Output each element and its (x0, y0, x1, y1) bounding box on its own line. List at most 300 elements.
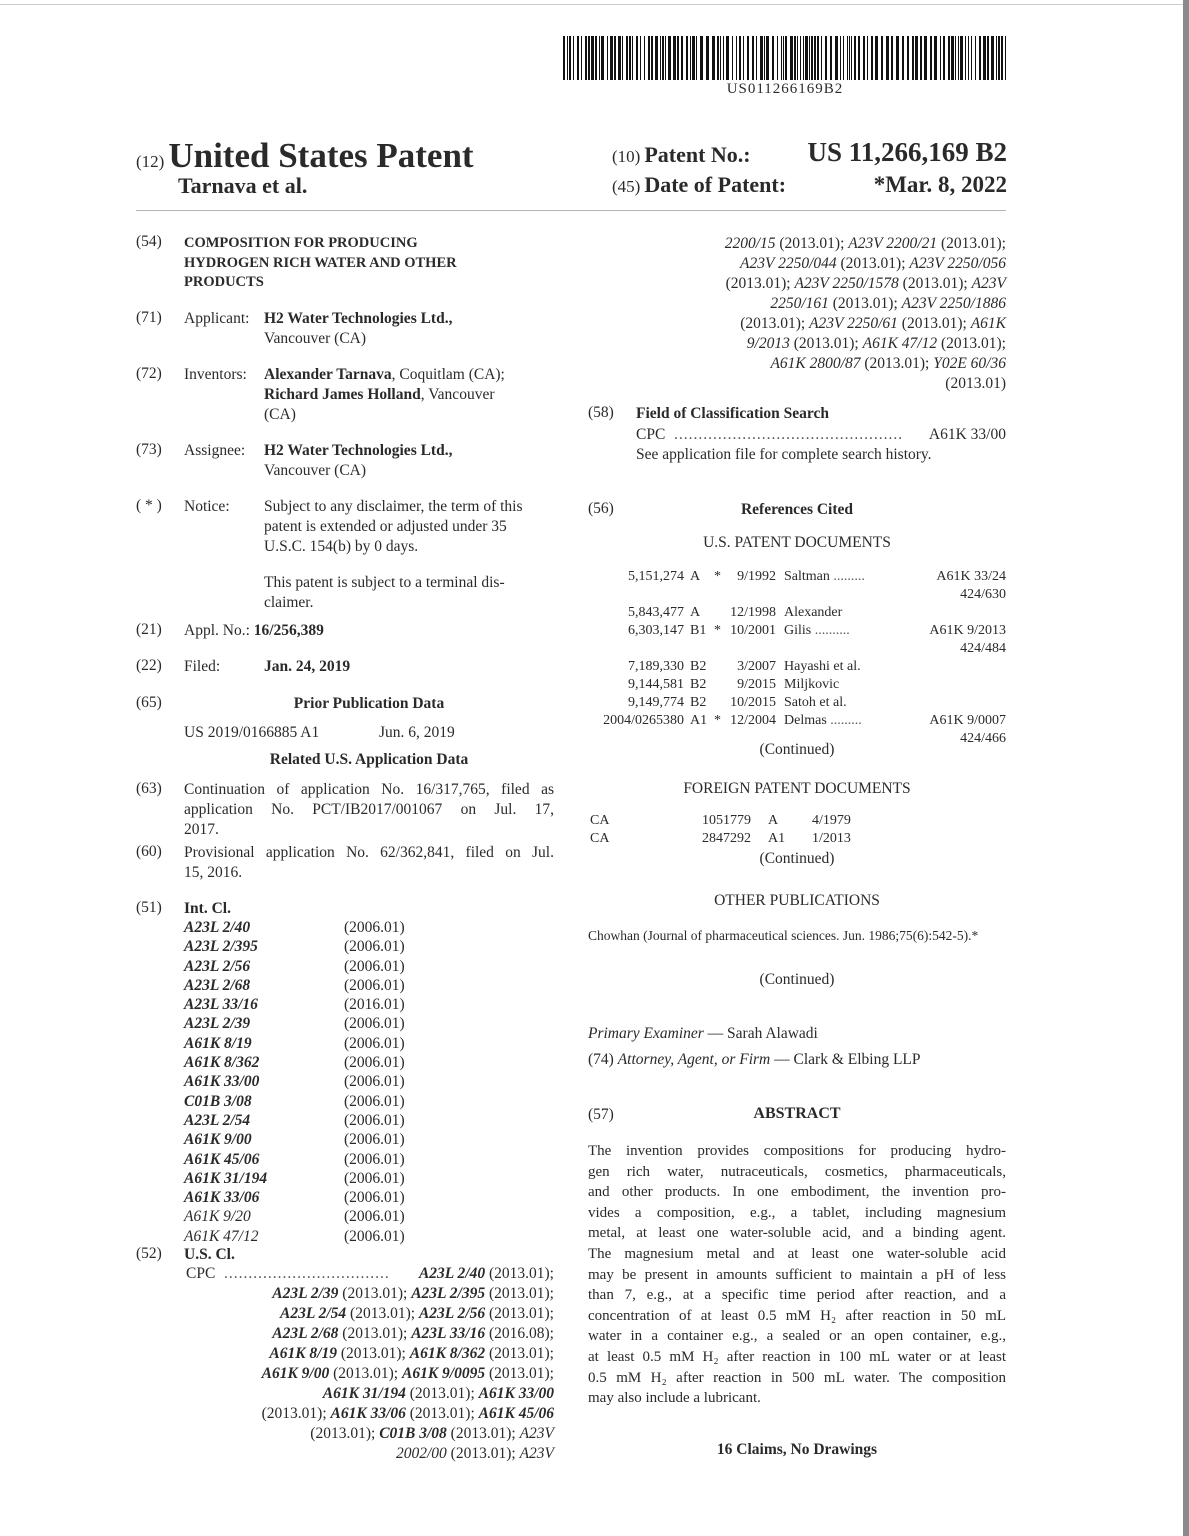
doc-star (714, 676, 726, 694)
barcode-bar (739, 36, 741, 80)
doc-inventor: Hayashi et al. (784, 659, 861, 674)
doc-date: 10/2015 (730, 695, 776, 710)
cpc-segment: A61K 47/12 (862, 335, 938, 352)
doc-name-cell (784, 676, 1006, 694)
barcode-bar (955, 36, 956, 80)
patent-type-title: United States Patent (168, 136, 474, 175)
notice-line: patent is extended or adjusted under 35 (264, 518, 507, 535)
assignee-value (264, 441, 452, 481)
doc-inventor: Miljkovic (784, 677, 840, 692)
us-patent-doc-row (590, 568, 1006, 604)
cpc-segment: A23L 2/54 (280, 1305, 347, 1322)
us-cl-code: (52) (136, 1245, 162, 1262)
us-cl-lines (186, 1284, 554, 1464)
int-cl-version: (2006.01) (344, 976, 405, 994)
int-cl-class: A23L 2/40 (184, 919, 251, 936)
cpc-segment: A23V 2250/044 (740, 255, 837, 272)
int-cl-row (184, 1130, 405, 1149)
cpc-segment: (2013.01); (405, 1405, 479, 1422)
inventor-place: , Coquitlam (CA); (391, 366, 505, 383)
barcode-bar (800, 36, 801, 80)
barcode-bar (790, 36, 793, 80)
filed-label: Filed: (184, 658, 221, 675)
cpc-segment: A23V (519, 1425, 554, 1442)
doc-number: 5,843,477 (628, 605, 684, 620)
doc-name-cell (784, 694, 1006, 712)
int-cl-class: A61K 9/20 (184, 1208, 251, 1226)
appl-no-label: Appl. No.: (184, 622, 250, 639)
doc-class-secondary: 424/466 (960, 731, 1006, 746)
doc-inventor: Saltman (784, 569, 830, 584)
barcode-bar (563, 36, 565, 80)
barcode-bar (940, 36, 941, 80)
cpc-segment: A23L 2/395 (411, 1285, 486, 1302)
cpc-segment: A61K 33/06 (330, 1405, 406, 1422)
us-cl-line (419, 1264, 554, 1284)
continued-note: (Continued) (759, 971, 835, 988)
cpc-segment: (2013.01); (485, 1265, 554, 1282)
title-line: PRODUCTS (184, 274, 264, 290)
int-cl-version: (2006.01) (344, 1208, 405, 1226)
field-search-cpc-value: A61K 33/00 (928, 426, 1006, 443)
barcode-bar (983, 36, 986, 80)
appl-no-value: 16/256,389 (253, 622, 324, 639)
cpc-segment: (2013.01); (897, 315, 971, 332)
title-line: HYDROGEN RICH WATER AND OTHER (184, 254, 457, 271)
abstract-heading: ABSTRACT (753, 1105, 841, 1122)
doc-name-cell (784, 622, 1006, 658)
barcode-bar (896, 36, 899, 80)
barcode-bar (626, 36, 628, 80)
doc-number: 9,149,774 (628, 695, 684, 710)
int-cl-class: A23L 2/68 (184, 976, 251, 994)
cpc-segment: (2013.01) (945, 375, 1006, 392)
cpc-segment: A61K 2800/87 (770, 355, 861, 372)
abstract-line: The magnesium metal and at least one water-soluble acid (588, 1245, 1006, 1262)
barcode-bar (924, 36, 927, 80)
patent-number-line (612, 137, 1007, 168)
foreign-patent-docs-table (590, 812, 851, 848)
barcode-bar (665, 36, 666, 80)
int-cl-class: A23L 2/54 (184, 1111, 251, 1129)
cpc-segment: A23V (971, 275, 1006, 292)
int-cl-class: C01B 3/08 (184, 1092, 252, 1110)
barcode-bar (581, 36, 582, 80)
us-cl-line (186, 1324, 554, 1344)
barcode-bar (636, 36, 638, 80)
int-cl-version: (2006.01) (344, 938, 405, 956)
cpc-segment: (2013.01); (898, 275, 972, 292)
barcode-bar (655, 36, 658, 80)
us-cl-line (588, 274, 1006, 294)
leader-dots: ......... (826, 713, 862, 728)
int-cl-row (184, 976, 405, 995)
barcode-bar (854, 36, 856, 80)
int-cl-version: (2006.01) (344, 1054, 405, 1072)
patent-date-line (612, 172, 1007, 198)
provisional-text (184, 843, 554, 883)
barcode-bar (971, 36, 972, 80)
barcode-bar (752, 36, 754, 80)
abstract-line: may be present in amounts sufficient to maintain a pH of less (588, 1266, 1006, 1283)
barcode-bar (809, 36, 810, 80)
cpc-segment: (2013.01); (405, 1385, 479, 1402)
barcode-bar (717, 36, 719, 80)
cpc-segment: (2013.01); (336, 1345, 410, 1362)
doc-kind: A (690, 605, 701, 620)
doc-name-cell (784, 604, 1006, 622)
doc-name-cell (784, 568, 1006, 604)
abstract-line: than 7, e.g., at a specific time period after reaction, and a (588, 1287, 1006, 1304)
us-cl-line (588, 294, 1006, 314)
doc-kind: B1 (690, 623, 707, 638)
prior-pub-number: US 2019/0166885 A1 (184, 724, 320, 741)
barcode-bar (569, 36, 571, 80)
int-cl-label: Int. Cl. (184, 900, 231, 917)
doc-star: * (714, 713, 721, 728)
cpc-segment: A23V 2250/1578 (794, 275, 899, 292)
cpc-segment: (2013.01); (346, 1305, 419, 1322)
us-cl-continued (588, 234, 1006, 394)
barcode-bar (692, 36, 695, 80)
doc-date: 3/2007 (737, 659, 776, 674)
inventor-place: , Vancouver (420, 386, 495, 403)
barcode-bar (747, 36, 749, 80)
barcode-bar (668, 36, 671, 80)
applicant-value (264, 309, 452, 349)
cpc-segment: (2013.01); (485, 1305, 554, 1322)
continuation-line: Continuation of application No. 16/317,765, filed as (184, 781, 554, 798)
int-cl-row (184, 1227, 405, 1246)
foreign-kind: A (768, 813, 779, 828)
doc-kind: B2 (690, 695, 707, 710)
us-cl-line (588, 254, 1006, 274)
continuation-line: 2017. (184, 821, 219, 838)
barcode-bar (863, 36, 865, 80)
cpc-segment: A23V (519, 1445, 554, 1462)
patent-no-code: (10) (612, 147, 641, 166)
foreign-number: 2847292 (702, 831, 751, 846)
barcode-bar (915, 36, 918, 80)
barcode-bar (943, 36, 945, 80)
field-search-cpc-label: CPC (636, 426, 666, 443)
cpc-segment: C01B 3/08 (379, 1425, 447, 1442)
us-cl-cpc-label: CPC (186, 1265, 216, 1282)
doc-kind: B2 (690, 677, 707, 692)
int-cl-version: (2016.01) (344, 996, 405, 1014)
us-cl-cpc (186, 1264, 554, 1464)
doc-star: * (714, 569, 721, 584)
barcode-bar (902, 36, 904, 80)
cpc-segment: A23L 2/39 (272, 1285, 339, 1302)
int-cl-row (184, 995, 405, 1014)
notice-line: U.S.C. 154(b) by 0 days. (264, 538, 419, 555)
barcode-bar (607, 36, 608, 80)
doc-class: A61K 33/24 (936, 569, 1006, 584)
barcode-bar (996, 36, 997, 80)
foreign-kind: A1 (768, 831, 786, 846)
barcode-bar (743, 36, 744, 80)
int-cl-class: A61K 31/194 (184, 1169, 268, 1187)
barcode-bar (875, 36, 878, 80)
us-cl-line (588, 354, 1006, 374)
us-patent-doc-row (590, 622, 1006, 658)
int-cl-class: A61K 9/00 (184, 1131, 252, 1149)
us-patent-doc-row (590, 676, 1006, 694)
cpc-segment: A23V 2250/61 (809, 315, 898, 332)
continuation-text (184, 780, 554, 840)
int-cl-version: (2006.01) (344, 1131, 405, 1149)
applicant-place: Vancouver (CA) (264, 330, 367, 347)
claims-summary: 16 Claims, No Drawings (716, 1441, 878, 1458)
cpc-segment: 2200/15 (724, 235, 776, 252)
cpc-segment: A61K 8/19 (269, 1345, 337, 1362)
leader-dots: ......... (829, 569, 865, 584)
patent-no-label: Patent No.: (644, 142, 751, 167)
barcode-bar (1005, 36, 1006, 80)
barcode-bar (871, 36, 873, 80)
foreign-date: 1/2013 (812, 831, 851, 846)
us-cl-line (186, 1424, 554, 1444)
cpc-segment: 2002/00 (395, 1445, 447, 1462)
cpc-segment: (2013.01); (937, 235, 1006, 252)
related-heading: Related U.S. Application Data (269, 751, 469, 768)
barcode-bar (760, 36, 763, 80)
barcode-bar (662, 36, 664, 80)
abstract-line: vides a composition, e.g., a tablet, including magnesium (588, 1204, 1006, 1221)
us-patent-docs-heading: U.S. PATENT DOCUMENTS (703, 534, 891, 551)
barcode-bar (640, 36, 641, 80)
barcode-bar (965, 36, 966, 80)
cpc-segment: A23L 2/68 (272, 1325, 339, 1342)
doc-kind: B2 (690, 659, 707, 674)
barcode-bar (958, 36, 959, 80)
doc-inventor: Alexander (784, 605, 843, 620)
int-cl-version: (2006.01) (344, 1169, 405, 1187)
cpc-segment: (2013.01); (725, 275, 795, 292)
int-cl-code: (51) (136, 899, 162, 916)
assignee-label: Assignee: (184, 442, 246, 459)
field-search-code: (58) (588, 404, 614, 421)
cpc-segment: (2013.01); (485, 1345, 554, 1362)
cpc-segment: (2013.01); (485, 1365, 554, 1382)
us-cl-line (186, 1344, 554, 1364)
filed-value: Jan. 24, 2019 (264, 658, 351, 675)
doc-name-cell (784, 658, 1006, 676)
cpc-segment: (2013.01); (261, 1405, 331, 1422)
barcode-bar (968, 36, 969, 80)
us-patent-doc-row (590, 604, 1006, 622)
title-code: (54) (136, 233, 162, 250)
doc-number: 2004/0265380 (603, 713, 684, 728)
doc-class-secondary: 424/484 (960, 641, 1006, 656)
barcode-image (563, 36, 1007, 80)
appl-no (184, 621, 324, 641)
patent-date: *Mar. 8, 2022 (873, 172, 1007, 197)
cpc-segment: (2013.01); (338, 1285, 412, 1302)
attorney-name: Clark & Elbing LLP (793, 1051, 921, 1068)
attorney-label: Attorney, Agent, or Firm (617, 1051, 771, 1068)
cpc-segment: (2013.01); (446, 1425, 520, 1442)
provisional-line: Provisional application No. 62/362,841, filed on Jul. (184, 844, 554, 861)
prior-pub-heading: Prior Publication Data (293, 695, 445, 712)
int-cl-version: (2006.01) (344, 1073, 405, 1091)
field-search-note: See application file for complete search history. (636, 446, 932, 463)
abstract-code: (57) (588, 1106, 614, 1123)
doc-kind: A1 (690, 713, 708, 728)
provisional-line: 15, 2016. (184, 864, 243, 881)
barcode-bar (811, 36, 813, 80)
cpc-segment: 9/2013 (746, 335, 790, 352)
int-cl-row (184, 1150, 405, 1169)
barcode-bar (886, 36, 889, 80)
other-publications-heading: OTHER PUBLICATIONS (714, 892, 880, 909)
leader-dots: ............................................... (674, 426, 904, 443)
barcode-bar (840, 36, 841, 80)
abstract-line: gen rich water, nutraceuticals, cosmetics, pharmaceuticals, (588, 1163, 1006, 1180)
barcode-bar (677, 36, 679, 80)
us-cl-line (588, 334, 1006, 354)
barcode-bar (881, 36, 883, 80)
inventors-value (264, 365, 505, 425)
barcode-bar (723, 36, 724, 80)
header-rule (136, 210, 1006, 211)
barcode-bar (577, 36, 579, 80)
int-cl-row (184, 1034, 405, 1053)
continuation-line: application No. PCT/IB2017/001067 on Jul. 17, (184, 801, 554, 818)
cpc-segment: A23L 33/16 (411, 1325, 486, 1342)
barcode-bar (781, 36, 782, 80)
barcode-bar (595, 36, 597, 80)
abstract-line: concentration of at least 0.5 mM H₂ after reaction in 50 mL (588, 1307, 1006, 1324)
provisional-code: (60) (136, 843, 162, 860)
int-cl-class: A61K 47/12 (184, 1227, 259, 1245)
barcode-bar (599, 36, 600, 80)
continued-note: (Continued) (759, 741, 835, 758)
int-cl-version: (2006.01) (344, 1015, 405, 1033)
filed-code: (22) (136, 657, 162, 674)
int-cl-row (184, 957, 405, 976)
barcode-bar (920, 36, 922, 80)
doc-class: A61K 9/2013 (929, 623, 1006, 638)
int-cl-class: A61K 8/19 (184, 1034, 252, 1052)
applicant-label: Applicant: (184, 310, 250, 327)
attorney-code: (74) (588, 1051, 614, 1068)
barcode-bar (622, 36, 623, 80)
doc-inventor: Gilis (784, 623, 812, 638)
document-number: US011266169B2 (726, 81, 844, 97)
inventor-name: Richard James Holland (264, 386, 421, 403)
us-cl-line (186, 1364, 554, 1384)
notice-line: Subject to any disclaimer, the term of this (264, 498, 523, 515)
barcode-bar (648, 36, 650, 80)
int-cl-row (184, 1111, 405, 1130)
cpc-segment: A23V 2200/21 (848, 235, 938, 252)
foreign-date: 4/1979 (812, 813, 851, 828)
int-cl-row (184, 918, 405, 937)
barcode-bar (681, 36, 683, 80)
barcode-bar (736, 36, 737, 80)
int-cl-class: A23L 2/39 (184, 1015, 251, 1033)
cpc-segment: A61K 9/0095 (402, 1365, 486, 1382)
barcode-bar (696, 36, 697, 80)
abstract-line: The invention provides compositions for producing hydro- (588, 1143, 1006, 1159)
barcode-bar (573, 36, 574, 80)
cpc-segment: A61K 8/362 (409, 1345, 486, 1362)
int-cl-row (184, 1207, 405, 1226)
barcode-bar (783, 36, 784, 80)
barcode-bar (591, 36, 594, 80)
examiner-label: Primary Examiner (588, 1025, 704, 1042)
doc-class: A61K 9/0007 (929, 713, 1006, 728)
top-scan-line (0, 4, 1189, 5)
cpc-segment: A61K 45/06 (478, 1405, 554, 1422)
us-cl-line (186, 1284, 554, 1304)
doc-date: 12/1998 (730, 605, 776, 620)
patent-date-code: (45) (612, 177, 641, 196)
cpc-segment: (2013.01); (937, 335, 1006, 352)
doc-number: 6,303,147 (628, 623, 684, 638)
continuation-code: (63) (136, 780, 162, 797)
inventor-name: Alexander Tarnava (264, 366, 392, 383)
barcode-bar (567, 36, 568, 80)
inventors-code: (72) (136, 365, 162, 382)
doc-class-secondary: 424/630 (960, 587, 1006, 602)
barcode-bar (673, 36, 676, 80)
doc-inventor: Delmas (784, 713, 827, 728)
barcode-bar (867, 36, 868, 80)
barcode-bar (805, 36, 808, 80)
barcode-bar (907, 36, 909, 80)
abstract-line: 0.5 mM H₂ after reaction in 500 mL water. The composition (588, 1369, 1006, 1386)
cpc-segment: (2013.01); (775, 235, 849, 252)
barcode-bar (975, 36, 976, 80)
us-cl-line (186, 1404, 554, 1424)
cpc-segment: (2013.01); (446, 1445, 520, 1462)
barcode-bar (644, 36, 645, 80)
cpc-segment: A61K (970, 315, 1006, 332)
barcode-bar (960, 36, 963, 80)
inventor-place: (CA) (264, 406, 296, 423)
barcode-bar (712, 36, 715, 80)
prior-pub-date: Jun. 6, 2019 (379, 724, 455, 741)
int-cl-class: A61K 8/362 (184, 1054, 260, 1072)
abstract-line: at least 0.5 mM H₂ after reaction in 100 mL water or at least (588, 1348, 1006, 1365)
notice-line: claimer. (264, 594, 314, 611)
field-search-label: Field of Classification Search (636, 405, 830, 422)
us-patent-docs-table (590, 568, 1006, 748)
barcode-bar (777, 36, 778, 80)
notice-label: Notice: (184, 498, 230, 515)
cpc-segment: (2013.01); (740, 315, 810, 332)
cpc-segment: A23V 2250/1886 (901, 295, 1006, 312)
assignee-name: H2 Water Technologies Ltd., (264, 442, 453, 459)
doc-star: * (714, 623, 721, 638)
barcode-bar (858, 36, 860, 80)
int-cl-row (184, 937, 405, 956)
foreign-country: CA (590, 831, 610, 846)
barcode-bar (690, 36, 691, 80)
barcode-bar (814, 36, 816, 80)
int-cl-class: A61K 33/06 (184, 1189, 260, 1207)
barcode-bar (891, 36, 893, 80)
patent-type (136, 136, 474, 176)
primary-examiner: Primary Examiner — Sarah Alawadi (588, 1025, 818, 1042)
abstract-line: metal, at least one water-soluble acid, and a binding agent. (588, 1225, 1006, 1242)
barcode-bar (614, 36, 616, 80)
barcode-bar (585, 36, 587, 80)
barcode-bar (797, 36, 798, 80)
